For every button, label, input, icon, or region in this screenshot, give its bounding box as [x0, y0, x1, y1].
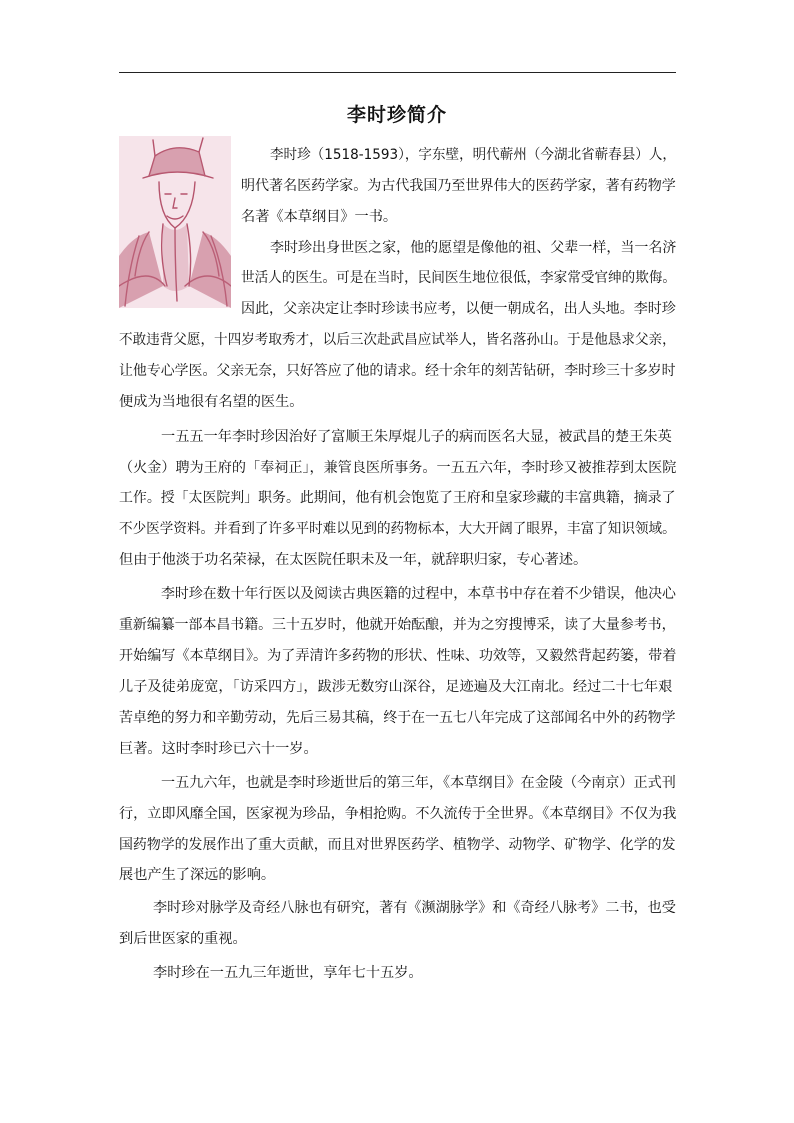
- portrait-image: [119, 136, 231, 308]
- text-line: 巨著。这时李时珍已六十一岁。: [119, 741, 318, 757]
- text-line: 李时珍在一五九三年逝世，享年七十五岁。: [153, 965, 423, 981]
- text-line: 儿子及徒弟庞宽，「访采四方」，跋涉无数穷山深谷，足迹遍及大江南北。经过二十七年艰: [119, 679, 673, 695]
- text-line: 展也产生了深远的影响。: [119, 867, 276, 883]
- text-line: 名著《本草纲目》一书。: [241, 209, 398, 225]
- text-line: 李时珍出身世医之家，他的愿望是像他的祖、父辈一样，当一名济: [270, 240, 677, 256]
- text-line: 李时珍在数十年行医以及阅读古典医籍的过程中，本草书中存在着不少错误，他决心: [161, 586, 676, 602]
- text-line: 明代著名医药学家。为古代我国乃至世界伟大的医药学家，著有药物学: [241, 178, 676, 194]
- text-line: 李时珍（1518-1593），字东壁，明代蕲州（今湖北省蕲春县）人，: [270, 147, 676, 163]
- text-line: 工作。授「太医院判」职务。此期间，他有机会饱览了王府和皇家珍藏的丰富典籍，摘录了: [119, 490, 676, 506]
- page-title: 李时珍简介: [346, 104, 447, 126]
- text-line: 世活人的医生。可是在当时，民间医生地位很低，李家常受官绅的欺侮。: [241, 270, 676, 286]
- text-line: 行，立即风靡全国，医家视为珍品，争相抢购。不久流传于全世界。《本草纲目》不仅为我: [119, 806, 677, 822]
- text-line: 一五九六年，也就是李时珍逝世后的第三年，《本草纲目》在金陵（今南京）正式刊: [161, 775, 676, 791]
- text-line: 让他专心学医。父亲无奈，只好答应了他的请求。经十余年的刻苦钻研，李时珍三十多岁时: [119, 363, 676, 379]
- text-line: 到后世医家的重视。: [119, 931, 247, 947]
- text-line: 但由于他淡于功名荣禄，在太医院任职未及一年，就辞职归家，专心著述。: [119, 552, 588, 568]
- text-line: 因此，父亲决定让李时珍读书应考，以便一朝成名，出人头地。李时珍: [241, 301, 676, 317]
- text-line: （火金）聘为王府的「奉祠正」，兼管良医所事务。一五五六年，李时珍又被推荐到太医院: [119, 460, 677, 476]
- text-line: 便成为当地很有名望的医生。: [119, 394, 304, 410]
- header-rule: [119, 72, 676, 73]
- text-line: 不少医学资料。并看到了许多平时难以见到的药物标本，大大开阔了眼界，丰富了知识领域。: [119, 521, 676, 537]
- text-line: 国药物学的发展作出了重大贡献，而且对世界医药学、植物学、动物学、矿物学、化学的发: [119, 837, 676, 853]
- text-line: 不敢违背父愿，十四岁考取秀才，以后三次赴武昌应试举人，皆名落孙山。于是他恳求父亲，: [119, 332, 676, 348]
- text-line: 开始编写《本草纲目》。为了弄清许多药物的形状、性味、功效等，又毅然背起药篓，带着: [119, 648, 677, 664]
- text-line: 李时珍对脉学及奇经八脉也有研究，著有《濒湖脉学》和《奇经八脉考》二书，也受: [153, 900, 676, 916]
- text-line: 重新编纂一部本昌书籍。三十五岁时，他就开始酝酿，并为之穷搜博采，读了大量参考书，: [119, 617, 676, 633]
- text-line: 苦卓绝的努力和辛勤劳动，先后三易其稿，终于在一五七八年完成了这部闻名中外的药物学: [119, 710, 676, 726]
- text-line: 一五五一年李时珍因治好了富顺王朱厚焜儿子的病而医名大显，被武昌的楚王朱英: [161, 429, 672, 445]
